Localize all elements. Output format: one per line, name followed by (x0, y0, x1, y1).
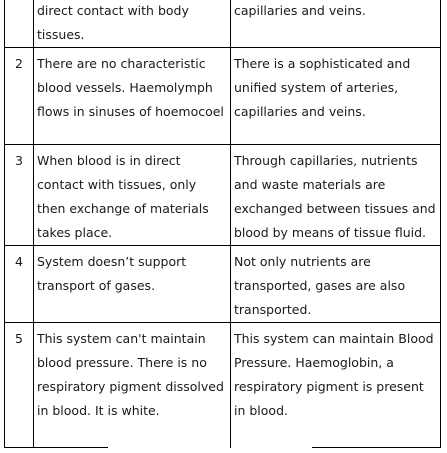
closed-system-cell: Not only nutrients are transported, gases are also transported. (231, 246, 441, 323)
table-row (5, 0, 441, 48)
comparison-table (4, 0, 441, 448)
open-system-cell: When blood is in direct contact with tissues, only then exchange of materials takes place. (34, 145, 231, 246)
table-row (5, 246, 441, 323)
open-system-cell: direct contact with body tissues. (34, 0, 231, 48)
bottom-border-left (4, 447, 108, 448)
table-row (5, 145, 441, 246)
open-system-cell: System doesn’t support transport of gases. (34, 246, 231, 323)
row-number-cell: 4 (5, 246, 34, 323)
row-number-cell: 3 (5, 145, 34, 246)
table-row (5, 323, 441, 449)
open-system-cell: This system can't maintain blood pressure. There is no respiratory pigment dissolved in blood. It is white. (34, 323, 231, 449)
row-number-cell (5, 0, 34, 48)
row-number-cell: 2 (5, 48, 34, 145)
closed-system-cell: This system can maintain Blood Pressure. Haemoglobin, a respiratory pigment is present in blood. (231, 323, 441, 449)
bottom-border-right (312, 447, 440, 448)
closed-system-cell: There is a sophisticated and unified system of arteries, capillaries and veins. (231, 48, 441, 145)
closed-system-cell: capillaries and veins. (231, 0, 441, 48)
table-row (5, 48, 441, 145)
closed-system-cell: Through capillaries, nutrients and waste materials are exchanged between tissues and blood by means of tissue fluid. (231, 145, 441, 246)
open-system-cell: There are no characteristic blood vessels. Haemolymph flows in sinuses of hoemocoel (34, 48, 231, 145)
row-number-cell: 5 (5, 323, 34, 449)
